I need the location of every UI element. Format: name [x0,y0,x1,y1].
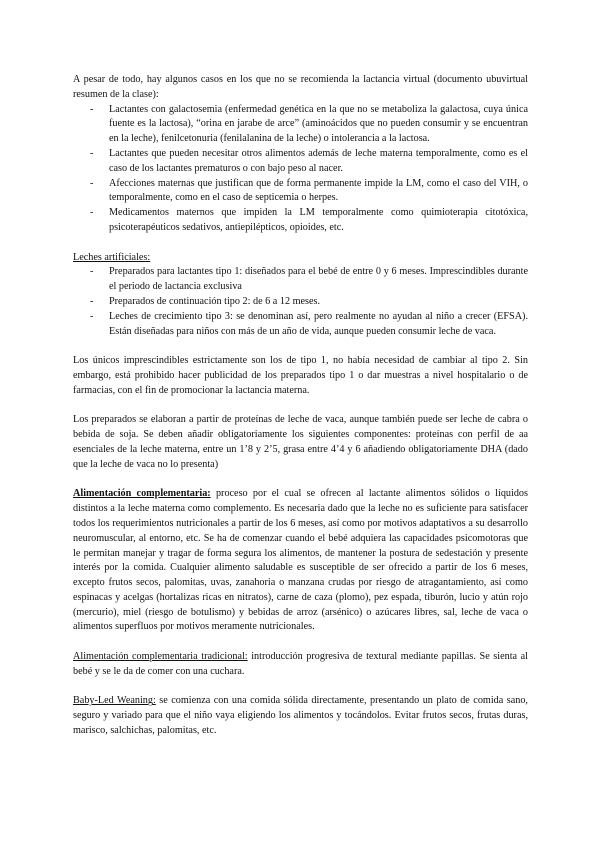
blw-text: se comienza con una comida sólida directamente, presentando un plato de comida sano, seguro y variado para que el niño vaya eligiendo los alimentos y tocándolos. Evitar frutos secos, frutas duras, marisco, salchichas, palomitas, etc. [73,695,528,737]
leches-heading-text: Leches artificiales: [73,251,151,263]
tradicional-text: introducción progresiva de textural mediante papillas. Se sienta al bebé y se le da de comer con una cuchara. [73,651,528,677]
preparados-paragraph: Los preparados se elaboran a partir de proteínas de leche de vaca, aunque también puede ser leche de cabra o bebida de soja. Se deben añadir obligatoriamente los siguientes componentes: proteínas con perfil de aa esenciales de la leche materna, entre un 1’8 y 2’5, grasa entre 4’4 y 6 añadiendo obligatoriamente DHA (dado que la leche de vaca no lo presenta) [73,414,528,470]
blw-paragraph [73,694,528,738]
leches-heading [73,251,528,266]
blw-heading: Baby-Led Weaning: [73,695,156,707]
complementaria-heading: Alimentación complementaria: [73,488,211,500]
list-item: - Preparados de continuación tipo 2: de 6 a 12 meses. [109,295,528,310]
list-item: - Lactantes con galactosemia (enfermedad genética en la que no se metaboliza la galactosa, cuya única fuente es la lactosa), “orina en jarabe de arce” (aminoácidos que no pueden consumir y se encuentran en la leche), fenilcetonuria (fenilalanina de la leche) o intolerancia a la lactosa. [109,103,528,147]
list-item: - Preparados para lactantes tipo 1: diseñados para el bebé de entre 0 y 6 meses. Imprescindibles durante el periodo de lactancia exclusiva [109,265,528,295]
tipos-paragraph: Los únicos imprescindibles estrictamente son los de tipo 1, no había necesidad de cambiar al tipo 2. Sin embargo, está prohibido hacer publicidad de los preparados tipo 1 o dar muestras a nivel hospitalario o de farmacias, con el fin de promocionar la lactancia materna. [73,355,528,396]
list-item: - Lactantes que pueden necesitar otros alimentos además de leche materna temporalmente, como es el caso de los lactantes prematuros o con bajo peso al nacer. [109,147,528,177]
intro-paragraph: A pesar de todo, hay algunos casos en los que no se recomienda la lactancia virtual (documento ubuvirtual resumen de la clase): [73,74,528,100]
list-item: - Afecciones maternas que justifican que de forma permanente impide la LM, como el caso del VIH, o temporalmente, como en el caso de septicemia o herpes. [109,177,528,207]
list-item: - Medicamentos maternos que impiden la LM temporalmente como quimioterapia citotóxica, psicoterapéuticos sedativos, antiepilépticos, opioides, etc. [109,206,528,236]
tradicional-heading: Alimentación complementaria tradicional: [73,651,248,663]
leches-list [73,265,528,339]
contraindications-list [73,103,528,236]
list-item: - Leches de crecimiento tipo 3: se denominan así, pero realmente no ayudan al niño a crecer (EFSA). Están diseñadas para niños con más de un año de vida, aunque pueden consumir leche de vaca. [109,310,528,340]
tradicional-paragraph [73,650,528,680]
complementaria-text: proceso por el cual se ofrecen al lactante alimentos sólidos o líquidos distintos a la leche materna como complemento. Es necesaria dado que la leche no es suficiente para satisfacer todos los requerimientos nutricionales a partir de los 6 meses, así como por motivos adaptativos a su desarrollo neuromuscular, al entorno, etc. Se ha de comenzar cuando el bebé adquiera las capacidades psicomotoras que le permitan manejar y tragar de forma segura los alimentos, de mantener la postura de sedestación y presente interés por la comida. Cualquier alimento saludable es susceptible de ser ofrecido a partir de los 6 meses, excepto frutos secos, palomitas, uvas, zanahoria o manzana crudas por riesgo de atragantamiento, así como espinacas y acelgas (hortalizas ricas en nitratos), carne de caza (plomo), pez espada, tiburón, lucio y atún rojo (mercurio), miel (riesgo de botulismo) y bebidas de arroz (arsénico) o azúcares libres, sal, leche de vaca o alimentos superfluos por motivos meramente nutricionales. [73,488,528,633]
complementaria-paragraph [73,487,528,635]
